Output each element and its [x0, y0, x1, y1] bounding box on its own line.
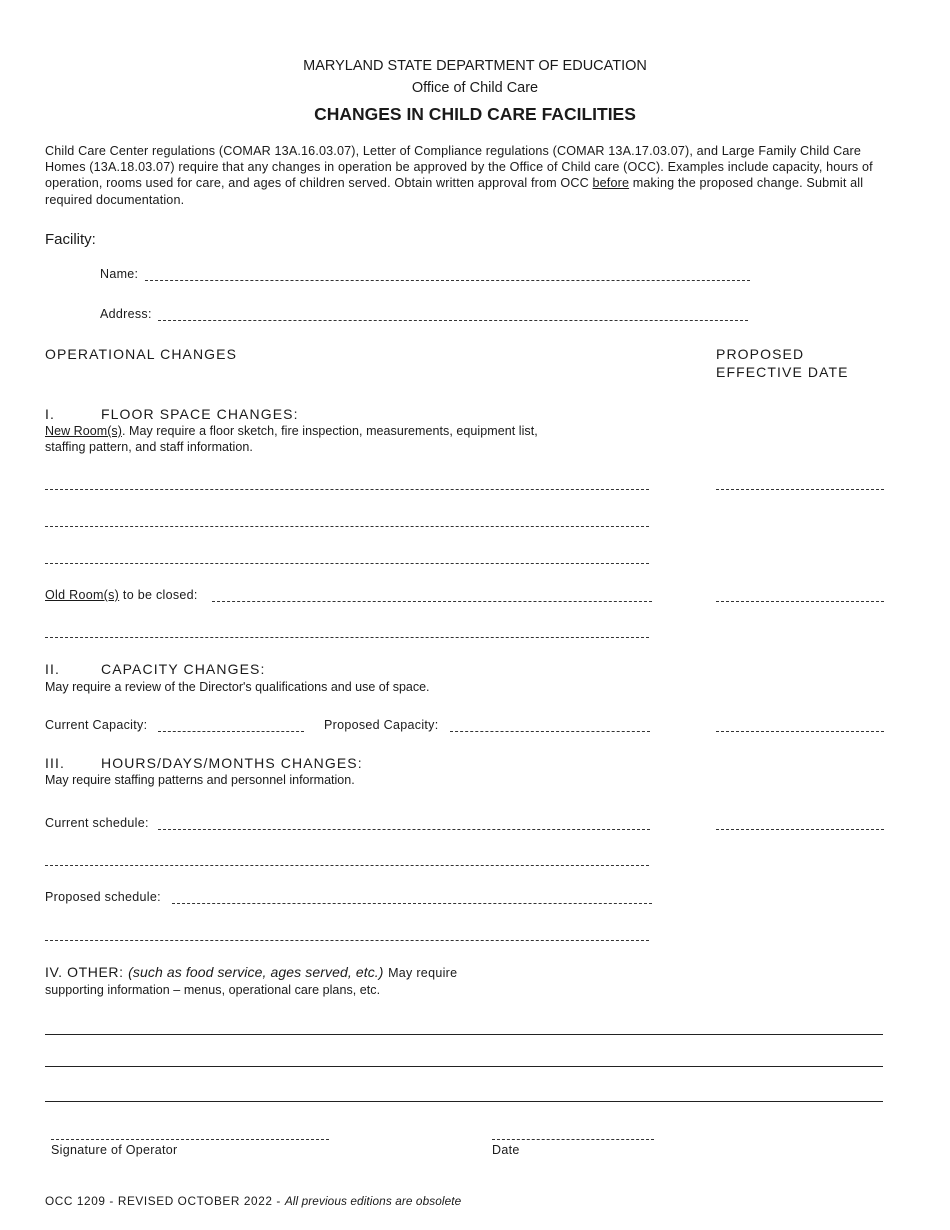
- form-code: OCC 1209 - REVISED OCTOBER 2022 -: [45, 1194, 285, 1208]
- date-field[interactable]: [492, 1139, 654, 1140]
- hours-section-title: [45, 755, 363, 771]
- capacity-title: CAPACITY CHANGES:: [101, 661, 266, 677]
- hours-numeral: III.: [45, 755, 65, 771]
- intro-text-after: making the proposed change. Submit all required documentation.: [45, 176, 864, 207]
- new-rooms-field-1[interactable]: [45, 489, 649, 490]
- current-schedule-field[interactable]: [158, 829, 650, 830]
- current-schedule-label: Current schedule:: [45, 816, 149, 830]
- current-capacity-field[interactable]: [158, 731, 304, 732]
- floor-space-section-title: [45, 406, 299, 422]
- facility-address-field[interactable]: [158, 320, 748, 321]
- old-rooms-rest: to be closed:: [119, 588, 198, 602]
- proposed-schedule-label: Proposed schedule:: [45, 890, 161, 904]
- other-may-require: May require: [388, 966, 458, 980]
- proposed-capacity-field[interactable]: [450, 731, 650, 732]
- capacity-numeral: II.: [45, 661, 60, 677]
- floor-space-numeral: I.: [45, 406, 55, 422]
- proposed-schedule-field[interactable]: [172, 903, 652, 904]
- facility-address-label: Address:: [100, 307, 152, 321]
- new-rooms-field-3[interactable]: [45, 563, 649, 564]
- old-rooms-label: Old Room(s): [45, 588, 120, 602]
- old-rooms-date-field[interactable]: [716, 601, 884, 602]
- floor-space-description: [45, 424, 538, 438]
- facility-heading: Facility:: [45, 231, 96, 248]
- form-footer: [45, 1194, 461, 1208]
- schedule-date-field[interactable]: [716, 829, 884, 830]
- new-rooms-date-field[interactable]: [716, 489, 884, 490]
- floor-space-desc-rest: . May require a floor sketch, fire inspection, measurements, equipment list,: [121, 424, 538, 438]
- old-rooms-line: [45, 588, 198, 602]
- old-rooms-field-1[interactable]: [212, 601, 652, 602]
- intro-text-before: Child Care Center regulations (COMAR 13A.16.03.07), Letter of Compliance regulations (COMAR 13A.17.03.07), and Large Family Child Care Homes (13A.18.03.07) require that any changes in operation be approved by the Office of Child care (OCC). Examples include capacity, hours of operation, rooms used for care, and ages of children served. Obtain written approval from OCC: [45, 144, 873, 191]
- other-field-1[interactable]: [45, 1034, 883, 1035]
- intro-paragraph: [45, 143, 900, 208]
- effective-date-heading-line1: PROPOSED: [716, 346, 805, 362]
- facility-name-field[interactable]: [145, 280, 750, 281]
- new-rooms-field-2[interactable]: [45, 526, 649, 527]
- current-capacity-label: Current Capacity:: [45, 718, 148, 732]
- effective-date-heading-line2: EFFECTIVE DATE: [716, 364, 849, 380]
- other-description: supporting information – menus, operational care plans, etc.: [45, 983, 381, 997]
- operational-changes-heading: OPERATIONAL CHANGES: [45, 346, 238, 362]
- proposed-schedule-field-2[interactable]: [45, 940, 649, 941]
- agency-name: MARYLAND STATE DEPARTMENT OF EDUCATION: [303, 58, 647, 74]
- obsolete-notice: All previous editions are obsolete: [284, 1194, 462, 1208]
- capacity-section-title: [45, 661, 265, 677]
- other-field-2[interactable]: [45, 1066, 883, 1067]
- current-schedule-field-2[interactable]: [45, 865, 649, 866]
- floor-space-title: FLOOR SPACE CHANGES:: [101, 406, 299, 422]
- hours-title: HOURS/DAYS/MONTHS CHANGES:: [101, 755, 363, 771]
- signature-field[interactable]: [51, 1139, 329, 1140]
- office-name: Office of Child Care: [411, 80, 539, 96]
- other-italic: (such as food service, ages served, etc.): [128, 964, 384, 980]
- date-label: Date: [492, 1143, 520, 1157]
- capacity-description: May require a review of the Director's qualifications and use of space.: [45, 680, 430, 694]
- page-title: CHANGES IN CHILD CARE FACILITIES: [314, 104, 636, 124]
- hours-description: May require staffing patterns and personnel information.: [45, 773, 355, 787]
- proposed-capacity-label: Proposed Capacity:: [324, 718, 439, 732]
- other-field-3[interactable]: [45, 1101, 883, 1102]
- capacity-date-field[interactable]: [716, 731, 884, 732]
- new-rooms-label: New Room(s): [45, 424, 122, 438]
- other-title: IV. OTHER:: [45, 964, 124, 980]
- intro-emphasis: before: [592, 176, 630, 191]
- facility-name-label: Name:: [100, 267, 139, 281]
- other-section-title: [45, 964, 457, 980]
- signature-label: Signature of Operator: [51, 1143, 178, 1157]
- floor-space-desc-line2: staffing pattern, and staff information.: [45, 440, 253, 454]
- old-rooms-field-2[interactable]: [45, 637, 649, 638]
